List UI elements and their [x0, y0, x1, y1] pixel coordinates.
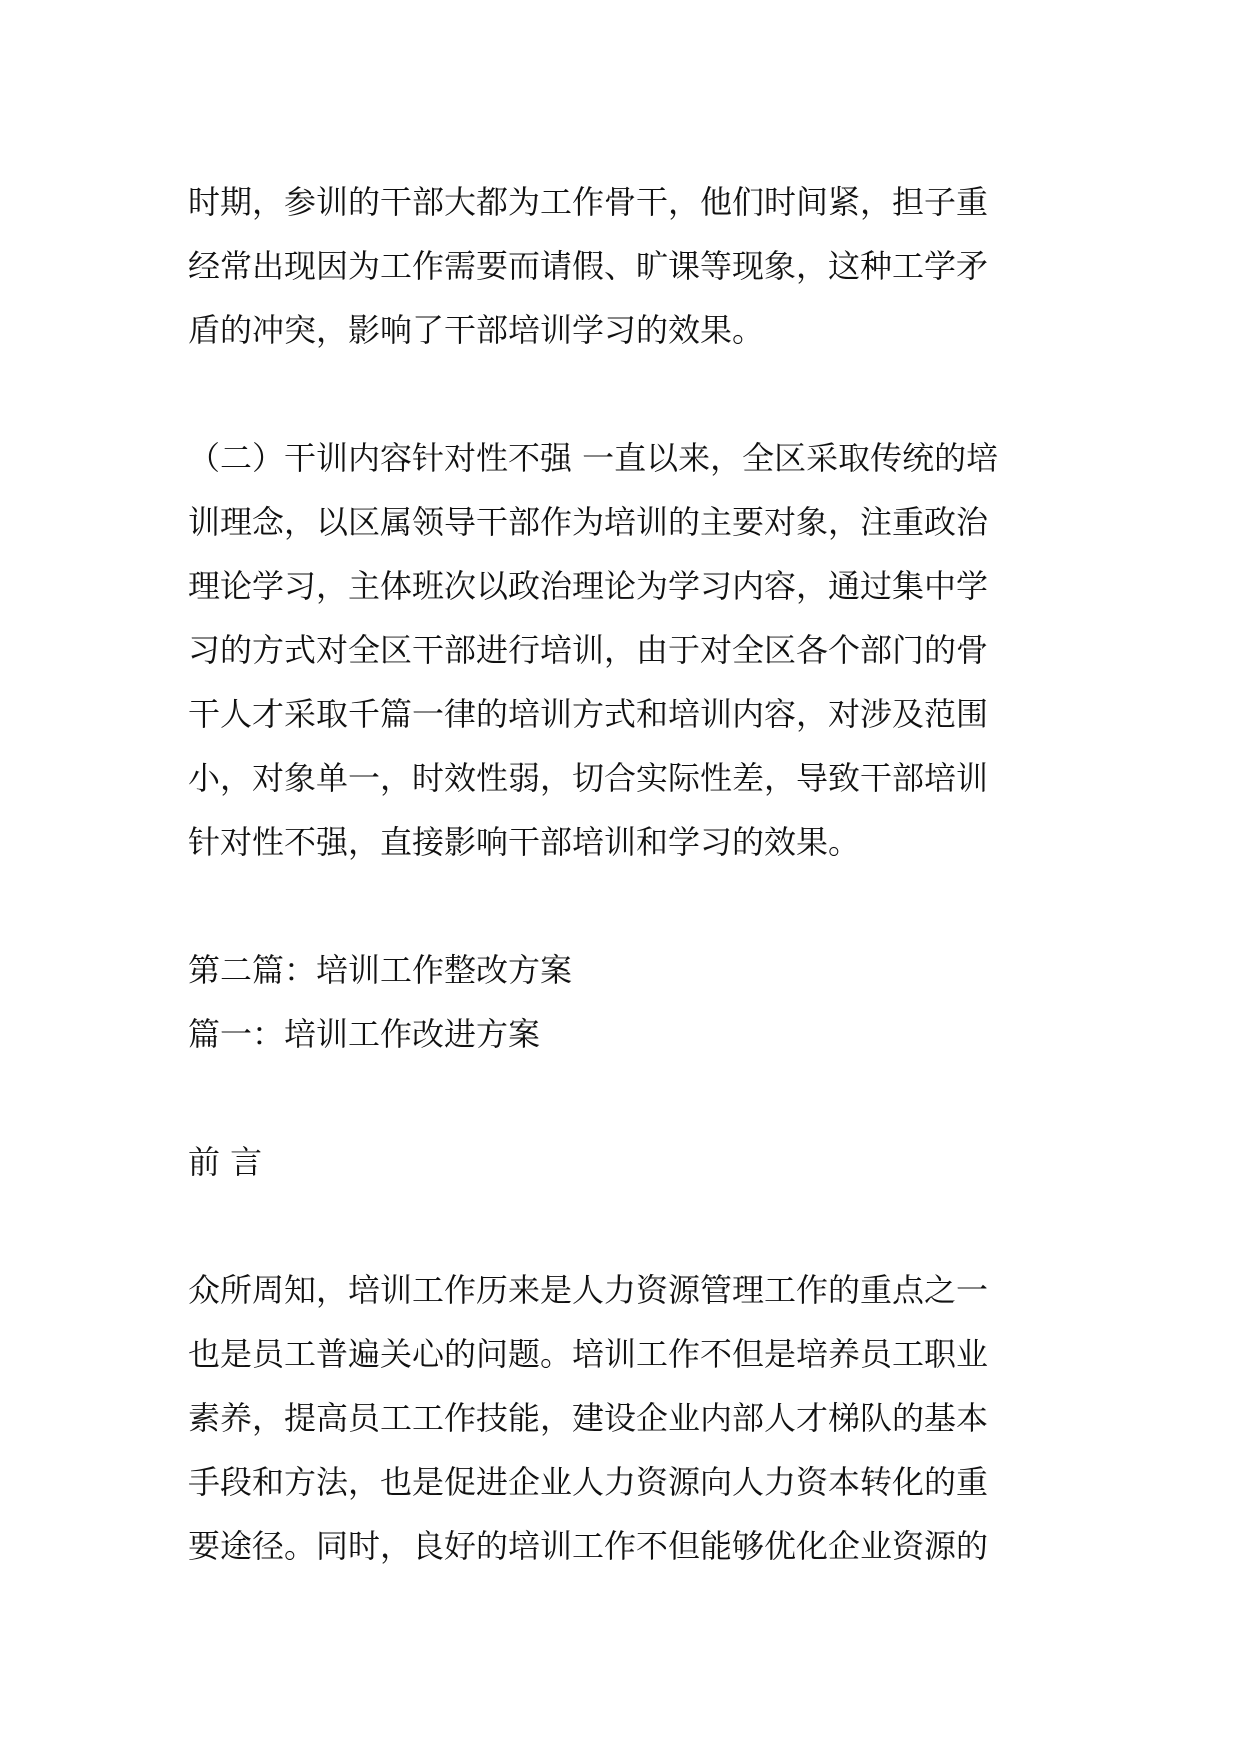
document-page	[188, 170, 1068, 1578]
text-line: 时期，参训的干部大都为工作骨干，他们时间紧，担子重	[188, 183, 989, 221]
text-line: 小，对象单一，时效性弱，切合实际性差，导致干部培训	[188, 759, 989, 797]
text-line: 众所周知，培训工作历来是人力资源管理工作的重点之一	[188, 1271, 989, 1309]
preface-heading: 前 言	[188, 1143, 263, 1181]
text-line: 也是员工普遍关心的问题。培训工作不但是培养员工职业	[188, 1335, 989, 1373]
heading-second-chapter: 第二篇：培训工作整改方案	[188, 951, 573, 989]
heading-first-chapter: 篇一：培训工作改进方案	[188, 1015, 541, 1053]
text-line: 要途径。同时，良好的培训工作不但能够优化企业资源的	[188, 1527, 989, 1565]
preface-heading-block	[188, 1130, 1068, 1194]
paragraph-training-content	[188, 426, 1068, 874]
text-line: （二）干训内容针对性不强 一直以来，全区采取传统的培	[188, 439, 999, 477]
text-line: 干人才采取千篇一律的培训方式和培训内容，对涉及范围	[188, 695, 989, 733]
paragraph-spacer	[188, 1066, 1068, 1130]
paragraph-preface-body	[188, 1258, 1068, 1578]
paragraph-spacer	[188, 1194, 1068, 1258]
text-line: 针对性不强，直接影响干部培训和学习的效果。	[188, 823, 861, 861]
text-line: 理论学习，主体班次以政治理论为学习内容，通过集中学	[188, 567, 989, 605]
text-line: 手段和方法，也是促进企业人力资源向人力资本转化的重	[188, 1463, 989, 1501]
paragraph-work-study-conflict	[188, 170, 1068, 362]
text-line: 素养，提高员工工作技能，建设企业内部人才梯队的基本	[188, 1399, 989, 1437]
text-line: 训理念，以区属领导干部作为培训的主要对象，注重政治	[188, 503, 989, 541]
text-line: 盾的冲突，影响了干部培训学习的效果。	[188, 311, 765, 349]
section-headings	[188, 938, 1068, 1066]
text-line: 经常出现因为工作需要而请假、旷课等现象，这种工学矛	[188, 247, 989, 285]
paragraph-spacer	[188, 362, 1068, 426]
text-line: 习的方式对全区干部进行培训，由于对全区各个部门的骨	[188, 631, 989, 669]
paragraph-spacer	[188, 874, 1068, 938]
